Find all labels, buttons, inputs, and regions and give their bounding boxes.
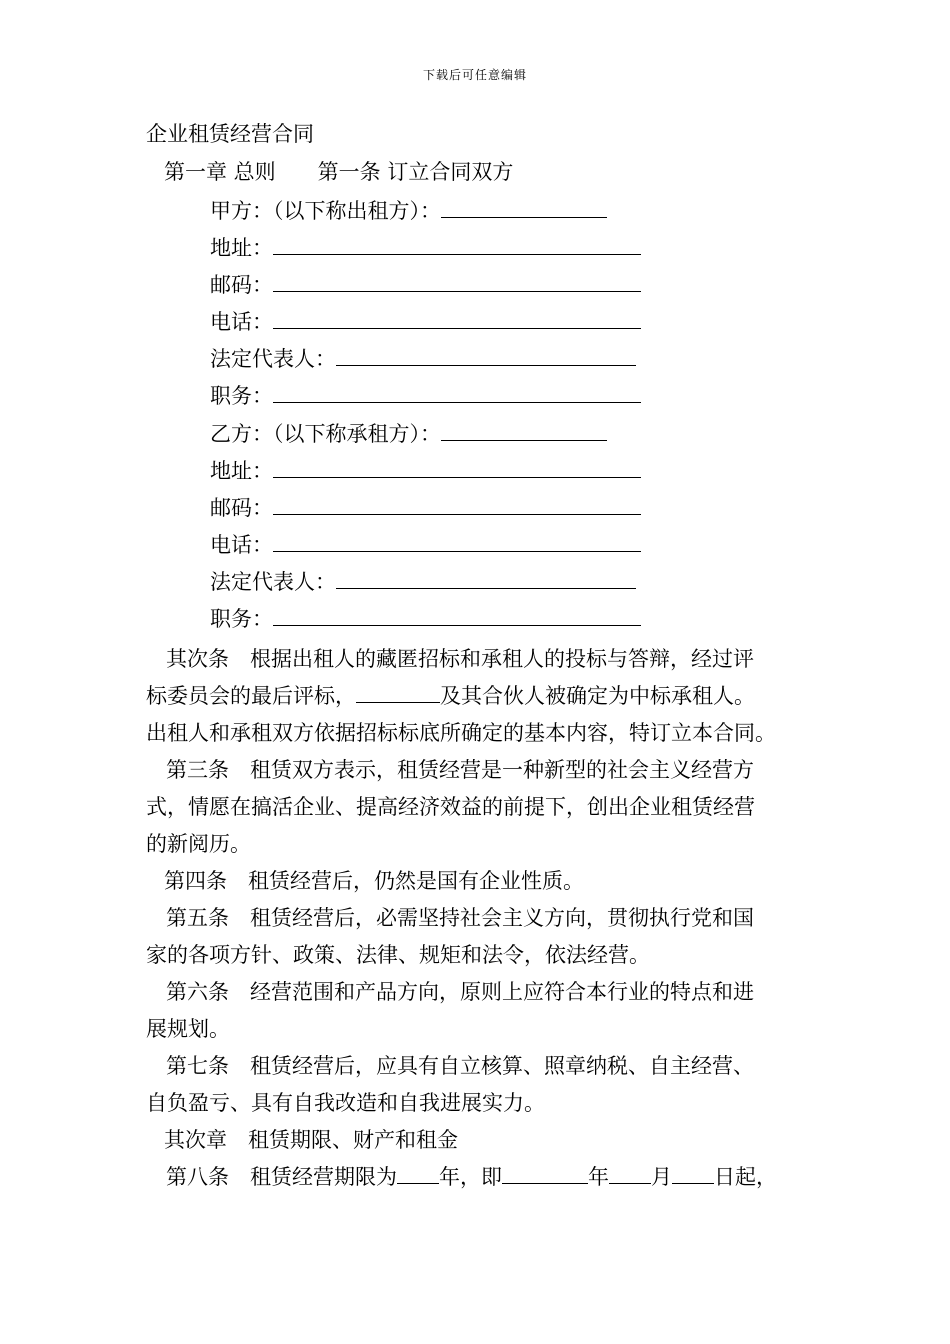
fill-blank (273, 271, 641, 292)
field-label: 职务： (210, 384, 273, 408)
start-year-blank (502, 1163, 588, 1184)
field-label: 法定代表人： (210, 347, 336, 371)
article-2-line-2: 标委员会的最后评标， 及其合伙人被确定为中标承租人。 (146, 684, 755, 708)
article-6-line-2: 展规划。 (146, 1017, 230, 1041)
fill-blank (273, 494, 641, 515)
article-2-line-1: 其次条 根据出租人的藏匿招标和承租人的投标与答辩，经过评 (166, 647, 754, 671)
fill-blank (273, 308, 641, 329)
party-a-legal-rep-field (210, 345, 636, 373)
party-a-postcode-field (210, 271, 641, 299)
field-label: 电话： (210, 310, 273, 334)
party-b-postcode-field (210, 494, 641, 522)
party-a-phone-field (210, 308, 641, 336)
article-3-line-3: 的新阅历。 (146, 832, 251, 856)
field-label: 邮码： (210, 273, 273, 297)
party-b-legal-rep-field (210, 568, 636, 596)
field-label: 邮码： (210, 496, 273, 520)
fill-blank (441, 420, 607, 441)
field-label: 乙方：（以下称承租方）： (210, 422, 441, 446)
party-b-phone-field (210, 531, 641, 559)
field-label: 地址： (210, 459, 273, 483)
article-5-line-1: 第五条 租赁经营后，必需坚持社会主义方向，贯彻执行党和国 (166, 906, 754, 930)
start-month-blank (609, 1163, 651, 1184)
article-7-line-2: 自负盈亏、具有自我改造和自我进展实力。 (146, 1091, 545, 1115)
party-b-address-field (210, 457, 641, 485)
chapter-1-heading: 第一章 总则 第一条 订立合同双方 (164, 160, 514, 184)
winner-blank (356, 682, 440, 703)
fill-blank (273, 531, 641, 552)
field-label: 法定代表人： (210, 570, 336, 594)
fill-blank (273, 605, 641, 626)
article-3-line-1: 第三条 租赁双方表示，租赁经营是一种新型的社会主义经营方 (166, 758, 754, 782)
party-a-address-field (210, 234, 641, 262)
fill-blank (273, 457, 641, 478)
article-4: 第四条 租赁经营后，仍然是国有企业性质。 (164, 869, 584, 893)
field-label: 职务： (210, 607, 273, 631)
article-6-line-1: 第六条 经营范围和产品方向，原则上应符合本行业的特点和进 (166, 980, 754, 1004)
party-a-position-field (210, 382, 641, 410)
term-years-blank (397, 1163, 439, 1184)
fill-blank (273, 234, 641, 255)
fill-blank (336, 568, 636, 589)
fill-blank (441, 197, 607, 218)
field-label: 地址： (210, 236, 273, 260)
fill-blank (336, 345, 636, 366)
article-8-line-1: 第八条 租赁经营期限为 年，即 年 月 日起， (166, 1165, 777, 1189)
article-3-line-2: 式，情愿在搞活企业、提高经济效益的前提下，创出企业租赁经营 (146, 795, 755, 819)
field-label: 甲方：（以下称出租方）： (210, 199, 441, 223)
page-header: 下载后可任意编辑 (422, 68, 527, 82)
document-title: 企业租赁经营合同 (146, 122, 314, 146)
field-label: 电话： (210, 533, 273, 557)
article-5-line-2: 家的各项方针、政策、法律、规矩和法令，依法经营。 (146, 943, 650, 967)
article-2-line-3: 出租人和承租双方依据招标标底所确定的基本内容，特订立本合同。 (146, 721, 776, 745)
start-day-blank (672, 1163, 714, 1184)
party-b-position-field (210, 605, 641, 633)
chapter-2-heading: 其次章 租赁期限、财产和租金 (164, 1128, 458, 1152)
article-7-line-1: 第七条 租赁经营后，应具有自立核算、照章纳税、自主经营、 (166, 1054, 754, 1078)
party-a-name-field (210, 197, 607, 225)
party-b-name-field (210, 420, 607, 448)
fill-blank (273, 382, 641, 403)
